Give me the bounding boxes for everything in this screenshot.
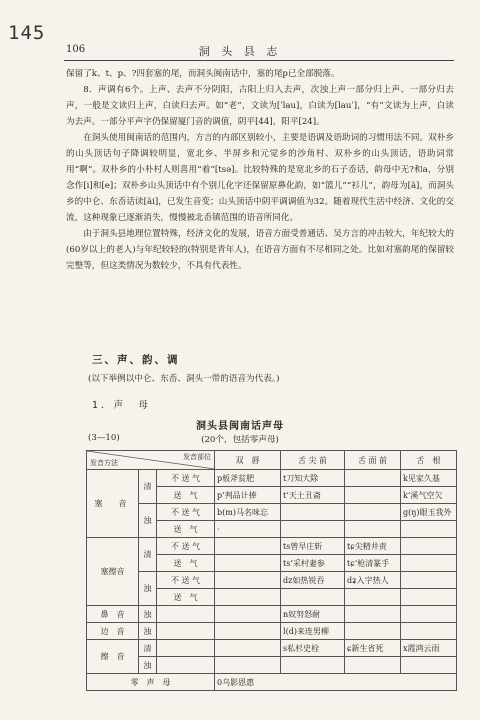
aspiration-label: 送 气 <box>157 487 215 504</box>
table-cell <box>345 623 401 640</box>
table-row <box>87 640 457 657</box>
table-cell <box>157 606 215 623</box>
table-cell <box>345 589 401 606</box>
corner-manner-label: 发音方法 <box>90 459 118 467</box>
table-cell <box>345 487 401 504</box>
table-cell: kʻ溪气空欠 <box>401 487 457 504</box>
handwritten-page-number: 145 <box>8 22 46 44</box>
paragraph: 在洞头使用闽南话的范围内，方言的内部区别较小，主要是语调及语助词的习惯用法不同。双朴乡的山头顶话句子降调较明显，宽北乡、半屏乡和元觉乡的沙角村、双朴乡的山头顶话，语助词常用“啊”。双朴乡的小朴村人则喜用“着”[tsə]。比较特殊的是宽北乡的石子岙话，韵母中无?和a，分别念作[i]和[e]；双朴乡山头顶话中有个别儿化字还保留原鼻化韵，如“篮儿”“衫儿”，韵母为[ã]，而洞头乡的中仑、东岙话读[ãi]，已发生音变；山头顶话中阴平调调值为32。随着现代生活中经济、文化的交流，这种现象已逐渐消失，慢慢被北岙镇范围的语音所同化。 <box>66 133 454 223</box>
manner-label: 塞 音 <box>87 470 139 538</box>
voicing-label: 浊 <box>139 657 157 674</box>
table-cell: tʻ天土丑斋 <box>281 487 345 504</box>
col-head: 双 唇 <box>215 451 281 470</box>
subsection-heading: 1．声 母 <box>92 400 152 411</box>
table-cell: dʑ入字热人 <box>345 572 401 589</box>
voicing-label: 清 <box>139 470 157 504</box>
body-text <box>66 66 454 274</box>
col-head: 舌 尖 前 <box>281 451 345 470</box>
manner-label: 擦 音 <box>87 640 139 674</box>
table-cell: p板斧贫肥 <box>215 470 281 487</box>
paragraph: 保留了k、t、p、?四套塞的尾，而洞头闽南话中，塞的尾p已全部脱落。 <box>66 69 340 79</box>
aspiration-label: 不 送 气 <box>157 470 215 487</box>
aspiration-label: 送 气 <box>157 555 215 572</box>
table-row <box>87 572 457 589</box>
table-cell <box>345 657 401 674</box>
table-cell: s私杉史栓 <box>281 640 345 657</box>
col-head: 舌 面 前 <box>345 451 401 470</box>
table-cell <box>401 538 457 555</box>
aspiration-label: 不 送 气 <box>157 572 215 589</box>
paragraph: 由于洞头县地理位置特殊，经济文化的发展，语音方面受普通话、吴方言的冲击较大，年纪较大的(60岁以上的老人)与年纪较轻的(特别是青年人)，在语音方面有不尽相同之处。比如对塞韵尾的保留较完整等，但这类情况为数较少，不具有代表性。 <box>66 229 454 271</box>
table-cell: l(d)来连男柳 <box>281 623 345 640</box>
table-cell <box>215 555 281 572</box>
aspiration-label: 不 送 气 <box>157 504 215 521</box>
aspiration-label: 不 送 气 <box>157 538 215 555</box>
table-row <box>87 657 457 674</box>
table-cell <box>345 470 401 487</box>
table-cell <box>401 572 457 589</box>
table-cell <box>157 657 215 674</box>
table-cell <box>345 521 401 538</box>
table-cell: tsʻ采村妻参 <box>281 555 345 572</box>
table-cell: g(ŋ)眼玉我外 <box>401 504 457 521</box>
table-cell: b(m)马名味忘 <box>215 504 281 521</box>
table-title: 洞头县闽南话声母 <box>196 421 284 432</box>
table-cell <box>401 657 457 674</box>
table-cell <box>157 640 215 657</box>
zero-initial-label: 零 声 母 <box>87 674 215 691</box>
table-cell: tɕ尖精井责 <box>345 538 401 555</box>
table-reference: (3—10) <box>88 433 120 443</box>
table-row <box>87 470 457 487</box>
running-title: 洞 头 县 志 <box>198 45 282 58</box>
table-cell <box>401 555 457 572</box>
table-cell <box>281 504 345 521</box>
table-corner-cell <box>87 451 215 470</box>
voicing-label: 浊 <box>139 572 157 606</box>
section-heading: 三、声、韵、调 <box>92 354 180 366</box>
table-header-row <box>87 451 457 470</box>
table-row <box>87 606 457 623</box>
table-row <box>87 538 457 555</box>
voicing-label: 浊 <box>139 623 157 640</box>
table-cell: pʻ判品计捧 <box>215 487 281 504</box>
header-rule <box>64 60 454 61</box>
table-cell: · <box>215 521 281 538</box>
table-cell <box>401 589 457 606</box>
table-row <box>87 504 457 521</box>
table-cell <box>215 538 281 555</box>
voicing-label: 清 <box>139 640 157 657</box>
table-cell <box>401 521 457 538</box>
table-cell <box>281 589 345 606</box>
page-number: 106 <box>66 44 86 55</box>
table-cell <box>215 572 281 589</box>
table-cell <box>157 623 215 640</box>
manner-label: 鼻 音 <box>87 606 139 623</box>
table-cell: t刀知大除 <box>281 470 345 487</box>
table-cell: ts曾早庄斩 <box>281 538 345 555</box>
table-cell: 0乌影恩惠 <box>215 674 457 691</box>
table-cell: ɕ新生省死 <box>345 640 401 657</box>
table-cell <box>345 504 401 521</box>
paragraph: 8．声调有6个。上声、去声不分阴阳，古阳上归入去声，次浊上声一部分归上声、一部分归去声，一般是文读归上声，白读归去声。如“老”，文读为[ˈlau]，白读为[lauˈ]，“有”文读为上声，白读为去声。一部分平声字仍保留厦门音的调值，阴平[44]，阳平[24]。 <box>66 85 454 127</box>
table-cell: dz如热锐吞 <box>281 572 345 589</box>
voicing-label: 清 <box>139 538 157 572</box>
table-cell <box>281 521 345 538</box>
table-cell: tɕʻ枪清篆手 <box>345 555 401 572</box>
table-cell <box>215 589 281 606</box>
voicing-label: 浊 <box>139 606 157 623</box>
table-cell <box>401 606 457 623</box>
manner-label: 边 音 <box>87 623 139 640</box>
table-row <box>87 674 457 691</box>
table-cell <box>215 606 281 623</box>
table-cell <box>401 623 457 640</box>
table-row <box>87 623 457 640</box>
table-cell <box>345 606 401 623</box>
table-cell: x霞鸿云雨 <box>401 640 457 657</box>
initials-table <box>86 450 457 691</box>
table-cell: k见家久基 <box>401 470 457 487</box>
section-note: (以下举例以中仑、东岙、洞头一带的语音为代表。) <box>88 374 280 384</box>
aspiration-label: 送 气 <box>157 521 215 538</box>
table-cell <box>215 623 281 640</box>
corner-place-label: 发音部位 <box>183 453 212 461</box>
voicing-label: 浊 <box>139 504 157 538</box>
table-cell <box>215 640 281 657</box>
manner-label: 塞擦音 <box>87 538 139 606</box>
aspiration-label: 送 气 <box>157 589 215 606</box>
table-subtitle: (20个，包括零声母) <box>201 435 279 445</box>
table-cell <box>281 657 345 674</box>
table-cell: n奴努怒耐 <box>281 606 345 623</box>
col-head: 舌 根 <box>401 451 457 470</box>
table-cell <box>215 657 281 674</box>
